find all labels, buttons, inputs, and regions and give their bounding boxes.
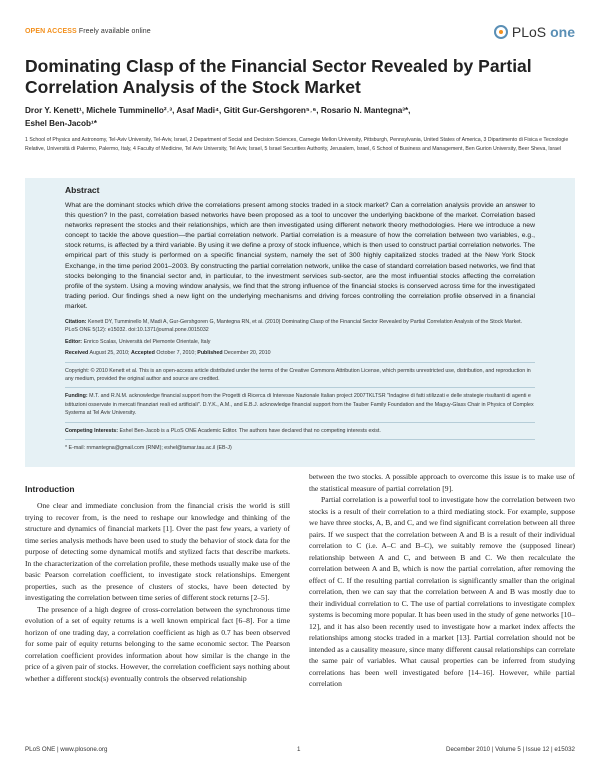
editor-label: Editor: bbox=[65, 338, 83, 345]
left-column bbox=[25, 500, 290, 684]
funding bbox=[65, 392, 535, 417]
editor-text: Enrico Scalas, Università del Piemonte Orientale, Italy bbox=[83, 338, 211, 345]
footer-journal: PLoS ONE | www.plosone.org bbox=[25, 746, 108, 753]
freely-available-text: Freely available online bbox=[78, 28, 151, 35]
divider bbox=[65, 422, 535, 423]
paragraph: One clear and immediate conclusion from the financial crisis the world is still trying to recover from, is the need to reshape our knowledge and thinking of the structure and dynamics of financial markets [1]. Over the past few years, a variety of time series analysis methods have been used to study the behavior of stock data for the purpose of detecting some dynamical motifs and stylized facts that describe markets. In the characterization of the correlation profile, these methods usually make use of the basic Pearson correlation coefficient, to investigate stock relationships. Emergent properties, such as the presence of clusters of stocks, have been detected by investigating the correlation between time series of different stock returns [2–5]. bbox=[25, 501, 290, 602]
logo-one-text: one bbox=[550, 24, 575, 40]
paragraph: Partial correlation is a powerful tool to investigate how the correlation between two stocks is a result of their correlation to a third mediating stock. For example, suppose we have three stocks, A, B, and C, and we find significant correlation between all three pairs. If we suspect that the correlation between A and B is a result of their individual correlation to C (i.e. A–C and B–C), we suitably remove the (supposed linear) relationship between A and C, and between B and C. We then recalculate the correlation between A and B, which is now the partial correlation, after removing the effect of C. If the resulting partial correlation is significantly smaller than the original correlation, then we can say that the correlation between A and B was mostly due to their individual correlation to C. The use of partial correlations to investigate complex systems is becoming more popular. It has been used in the study of gene networks [10–12], and it has also been recently used to investigate how a market index affects the relationships among stocks traded in a market [13]. Partial correlation should not be intended as a causality measure, since many different causal relationships can correlate the same pair of variables. What causal properties can be inferred from studying correlations has been well investigated before [14–16]. However, while partial correlation bbox=[309, 495, 575, 688]
abstract-text: What are the dominant stocks which drive the correlations present among stocks traded in a stock market? Can a correlation analysis provide an answer to this question? In the past, correlation based networks have been proposed as a tool to uncover the underlying backbone of the market. Correlation based networks represent the stocks and their relationships, which are then investigated using different network theory methodologies. Here we introduce a new concept to tackle the above question—the partial correlation network. Partial correlation is a measure of how the correlation between two variables, e.g., stock returns, is affected by a third variable. By using it we define a proxy of stock influence, which is then used to construct partial correlation networks. The empirical part of this study is performed on a specific financial system, namely the set of 300 highly capitalized stocks traded at the New York Stock Exchange, in the time period 2001–2003. By constructing the partial correlation network, unlike the case of standard correlation based networks, we find that stocks belonging to the financial sector and, in particular, to the investment services sub-sector, are the most influential stocks affecting the correlation profile of the system. Using a moving window analysis, we find that the strong influence of the financial stocks is conserved across time for the investigated trading period. Our findings shed a new light on the underlying mechanisms and driving forces controlling the correlation profile observed in a financial market. bbox=[65, 202, 536, 310]
authors-line-2: Eshel Ben-Jacob¹* bbox=[25, 119, 97, 128]
dates bbox=[65, 349, 535, 357]
citation-text: Kenett DY, Tumminello M, Madi A, Gur-Gershgoren G, Mantegna RN, et al. (2010) Dominating Clasp of the Financial Sector Revealed by Partial Correlation Analysis of the Stock Market. PLoS ONE 5(12): e15032. doi:10.1371/journal.pone.0015032 bbox=[65, 319, 523, 334]
editor bbox=[65, 338, 535, 346]
email-text[interactable]: * E-mail: rnmantegna@gmail.com (RNM); eshel@tamar.tau.ac.il (EB-J) bbox=[65, 445, 232, 452]
authors-line-1: Dror Y. Kenett¹, Michele Tumminello²˒³, Asaf Madi⁴, Gitit Gur-Gershgoren⁵˒⁶, Rosario N. Mantegna³*, bbox=[25, 106, 411, 115]
funding-text: M.T. and R.N.M. acknowledge financial support from the Progetti di Ricerca di Interesse Nazionale Italian project 2007TKLTSR "Indagine di fatti stilizzati e delle strategie risultanti di agenti e istituzioni osservate in mercati finanziari reali ed artificiali". D.Y.K., A.M., and E.B.J. acknowledge financial support from the Tauber Family Foundation and the Maguy-Glass Chair in Physics of Complex Systems at Tel Aviv University. bbox=[65, 393, 534, 417]
logo-plos-text: PLoS bbox=[511, 24, 547, 40]
plos-one-logo[interactable] bbox=[494, 24, 575, 40]
funding-label: Funding: bbox=[65, 393, 88, 400]
page-footer bbox=[25, 746, 575, 758]
open-access-text: OPEN ACCESS bbox=[25, 28, 77, 35]
open-access-label bbox=[25, 28, 151, 35]
divider bbox=[65, 439, 535, 440]
article-title: Dominating Clasp of the Financial Sector Revealed by Partial Correlation Analysis of the Stock Market bbox=[25, 56, 532, 97]
author-list bbox=[25, 104, 570, 130]
abstract-heading: Abstract bbox=[65, 185, 100, 195]
page-header bbox=[25, 24, 575, 46]
right-column bbox=[309, 471, 575, 690]
received-label: Received bbox=[65, 350, 89, 357]
copyright-text: Copyright: © 2010 Kenett et al. This is an open-access article distributed under the terms of the Creative Commons Attribution License, which permits unrestricted use, distribution, and reproduction in any medium, provided the original author and source are credited. bbox=[65, 367, 531, 383]
accepted-date: October 7, 2010; bbox=[156, 350, 196, 357]
published-date: December 20, 2010 bbox=[224, 350, 271, 357]
page-number: 1 bbox=[297, 746, 301, 753]
published-label: Published bbox=[197, 350, 223, 357]
citation bbox=[65, 318, 535, 335]
affiliations: 1 School of Physics and Astronomy, Tel-Aviv University, Tel-Aviv, Israel, 2 Department of Social and Decision Sciences, Carnegie Mellon University, Pittsburgh, Pennsylvania, United States of America, 3 Dipartimento di Fisica e Tecnologie Relative, Università di Palermo, Palermo, Italy, 4 Faculty of Medicine, Tel Aviv University, Tel Aviv, Israel, 5 Israel Securities Authority, Jerusalem, Israel, 6 School of Business and Management, Ben Gurion University, Beer Sheva, Israel bbox=[25, 137, 569, 152]
abstract-box bbox=[25, 178, 575, 467]
article-metadata bbox=[65, 318, 535, 452]
received-date: August 25, 2010; bbox=[89, 350, 130, 357]
introduction-heading: Introduction bbox=[25, 484, 75, 494]
citation-label: Citation: bbox=[65, 319, 87, 326]
plos-logo-icon bbox=[494, 25, 508, 39]
paragraph: The presence of a high degree of cross-correlation between the synchronous time evolution of a set of equity returns is a well known empirical fact [6–8]. For a time horizon of one trading day, a correlation coefficient as high as 0.7 has been observed for some pair of equity returns belonging to the same economic sector. The Pearson correlation coefficient provides information about how similar is the change in the price of a given pair of stocks. However, the correlation coefficient says nothing about whether a different stock(s) eventually controls the observed relationship bbox=[25, 604, 290, 683]
divider bbox=[65, 387, 535, 388]
paragraph: between the two stocks. A possible approach to overcome this issue is to make use of the statistical measure of partial correlation [9]. bbox=[309, 472, 575, 493]
competing-text: Eshel Ben-Jacob is a PLoS ONE Academic Editor. The authors have declared that no competing interests exist. bbox=[119, 427, 381, 434]
competing-label: Competing Interests: bbox=[65, 427, 118, 434]
divider bbox=[65, 362, 535, 363]
competing-interests bbox=[65, 427, 535, 435]
accepted-label: Accepted bbox=[131, 350, 155, 357]
footer-issue: December 2010 | Volume 5 | Issue 12 | e15032 bbox=[446, 746, 575, 753]
